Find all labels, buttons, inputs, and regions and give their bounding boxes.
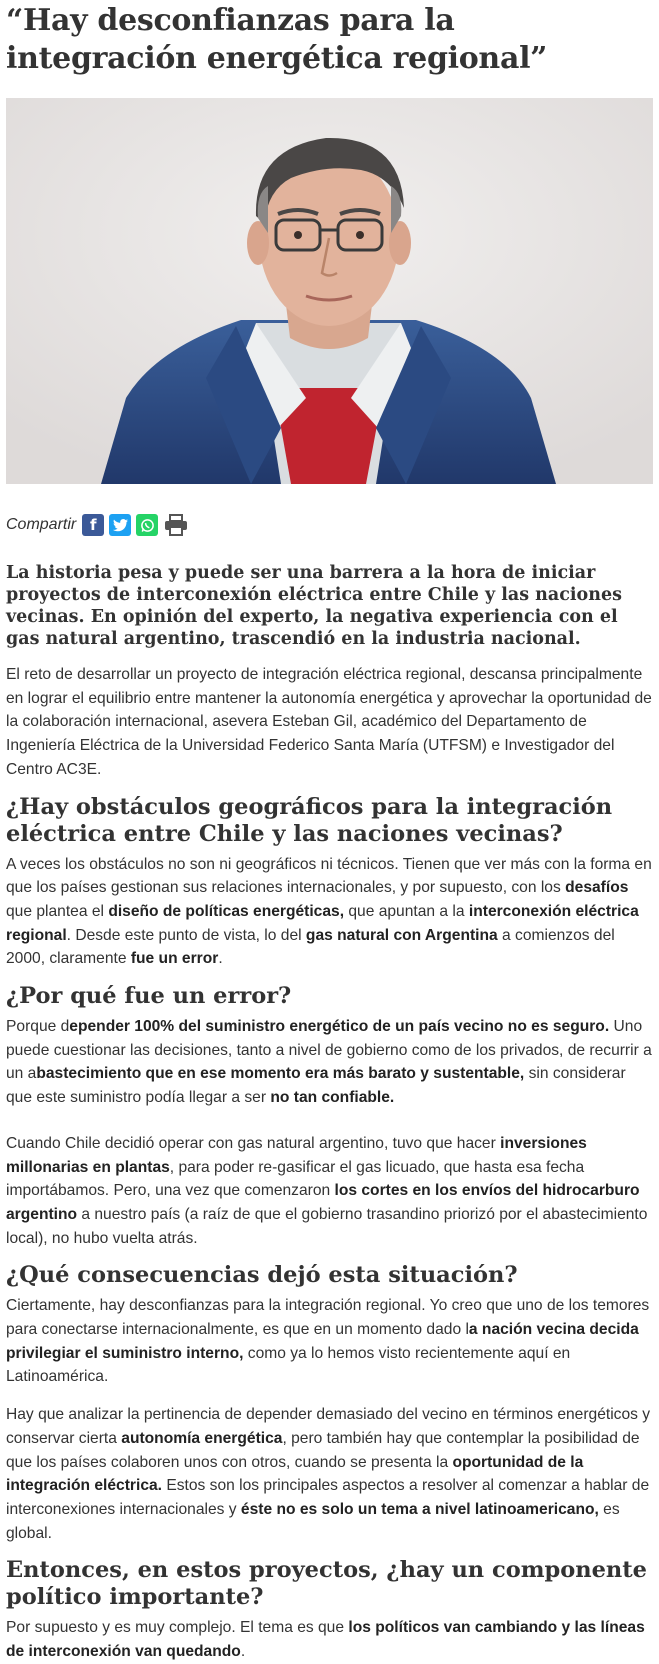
- twitter-icon[interactable]: [109, 514, 131, 536]
- question-heading: ¿Por qué fue un error?: [6, 983, 292, 1010]
- answer-paragraph: Porque depender 100% del suministro energético de un país vecino no es seguro. Uno puede cuestionar las decisiones, tanto a nivel de gobierno como de los privados, de recurrir a un abastecimiento que en ese momento era más barato y sustentable, sin considerar que este suministro podía llegar a ser no tan confiable.: [6, 1018, 652, 1107]
- article-intro: El reto de desarrollar un proyecto de integración eléctrica regional, descansa principalmente en lograr el equilibrio entre mantener la autonomía energética y aprovechar la oportunidad de la colaboración internacional, asevera Esteban Gil, académico del Departamento de Ingeniería Eléctrica de la Universidad Federico Santa María (UTFSM) e Investigador del Centro AC3E.: [6, 666, 652, 778]
- answer-paragraph: Por supuesto y es muy complejo. El tema es que los políticos van cambiando y las líneas de interconexión van quedando.: [6, 1619, 645, 1661]
- facebook-icon[interactable]: f: [82, 514, 104, 536]
- answer-paragraph: A veces los obstáculos no son ni geográficos ni técnicos. Tienen que ver más con la forma en que los países gestionan sus relaciones internacionales, y por supuesto, con los desafíos que plantea el diseño de políticas energéticas, que apuntan a la interconexión eléctrica regional. Desde este punto de vista, lo del gas natural con Argentina a comienzos del 2000, claramente fue un error.: [6, 855, 652, 968]
- question-heading: Entonces, en estos proyectos, ¿hay un componente político importante?: [6, 1557, 647, 1611]
- article-title: “Hay desconfianzas para la integración energética regional”: [6, 3, 548, 76]
- answer-paragraph: Cuando Chile decidió operar con gas natural argentino, tuvo que hacer inversiones millonarias en plantas, para poder re-gasificar el gas licuado, que hasta esa fecha importábamos. Pero, una vez que comenzaron los cortes en los envíos del hidrocarburo argentino a nuestro país (a raíz de que el gobierno trasandino priorizó por el abastecimiento local), no hubo vuelta atrás.: [6, 1134, 648, 1247]
- share-label: Compartir: [6, 516, 77, 533]
- article-photo: [6, 98, 653, 484]
- answer-paragraph: Ciertamente, hay desconfianzas para la integración regional. Yo creo que uno de los temores para conectarse internacionalmente, es que en un momento dado la nación vecina decida privilegiar el suministro interno, como ya lo hemos visto recientemente aquí en Latinoamérica.: [6, 1297, 650, 1386]
- question-heading: ¿Hay obstáculos geográficos para la integración eléctrica entre Chile y las naciones vecinas?: [6, 793, 613, 847]
- whatsapp-icon[interactable]: [136, 514, 158, 536]
- share-bar: [6, 512, 653, 538]
- article-lead: La historia pesa y puede ser una barrera a la hora de iniciar proyectos de interconexión eléctrica entre Chile y las naciones vecinas. En opinión del experto, la negativa experiencia con el gas natural argentino, trascendió en la industria nacional.: [6, 563, 622, 649]
- question-heading: ¿Qué consecuencias dejó esta situación?: [6, 1262, 518, 1289]
- answer-paragraph: Hay que analizar la pertinencia de depender demasiado del vecino en términos energéticos y conservar cierta autonomía energética, pero también hay que contemplar la posibilidad de que los países colaboren unos con otros, cuando se presenta la oportunidad de la integración eléctrica. Estos son los principales aspectos a resolver al comenzar a hablar de interconexiones internacionales y éste no es solo un tema a nivel latinoamericano, es global.: [6, 1406, 651, 1542]
- print-icon[interactable]: [163, 514, 189, 536]
